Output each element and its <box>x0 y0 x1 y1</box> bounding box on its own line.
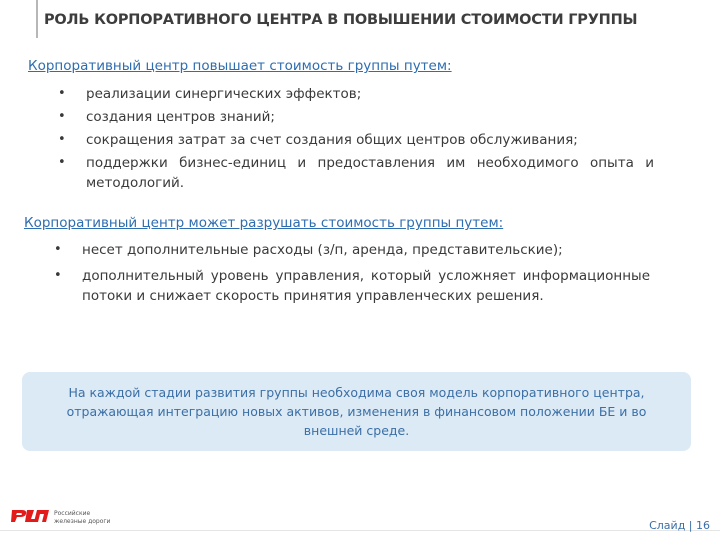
bullet-icon: • <box>54 242 62 257</box>
list-item-text: сокращения затрат за счет создания общих центров обслуживания; <box>86 132 578 148</box>
bullet-icon: • <box>58 109 66 124</box>
bullet-icon: • <box>58 155 66 170</box>
list-item-text: дополнительный уровень управления, который усложняет информационные потоки и снижает скорость принятия управленческих решения. <box>82 268 650 304</box>
list-item <box>58 107 654 127</box>
logo-caption-line: железные дороги <box>54 518 111 525</box>
list-item-text: создания центров знаний; <box>86 109 275 125</box>
list-item-text: поддержки бизнес-единиц и предоставления им необходимого опыта и методологий. <box>86 155 654 191</box>
footer-divider <box>0 530 720 531</box>
list-item <box>58 84 654 104</box>
list-item <box>54 266 650 306</box>
list-item <box>58 130 654 150</box>
list-item-text: реализации синергических эффектов; <box>86 86 362 102</box>
destroy-heading: Корпоративный центр может разрушать стоимость группы путем: <box>24 215 504 231</box>
rzd-logo-icon <box>10 506 50 524</box>
slide-title: РОЛЬ КОРПОРАТИВНОГО ЦЕНТРА В ПОВЫШЕНИИ СТОИМОСТИ ГРУППЫ <box>44 12 638 28</box>
increase-heading: Корпоративный центр повышает стоимость группы путем: <box>28 58 452 74</box>
list-item-text: несет дополнительные расходы (з/п, аренда, представительские); <box>82 242 563 258</box>
slide-number: Слайд | 16 <box>649 519 710 532</box>
bullet-icon: • <box>58 86 66 101</box>
bullet-icon: • <box>58 132 66 147</box>
list-item <box>54 240 650 260</box>
title-accent-bar <box>36 0 38 38</box>
logo-caption <box>54 510 124 526</box>
bullet-icon: • <box>54 268 62 283</box>
callout-box <box>22 372 691 451</box>
increase-list <box>58 84 654 193</box>
callout-text: На каждой стадии развития группы необходима своя модель корпоративного центра, отражающая интеграцию новых активов, изменения в финансовом положении БЕ и во внешней среде. <box>66 385 647 438</box>
destroy-list <box>54 240 650 309</box>
list-item <box>58 153 654 193</box>
logo-caption-line: Российские <box>54 510 91 517</box>
